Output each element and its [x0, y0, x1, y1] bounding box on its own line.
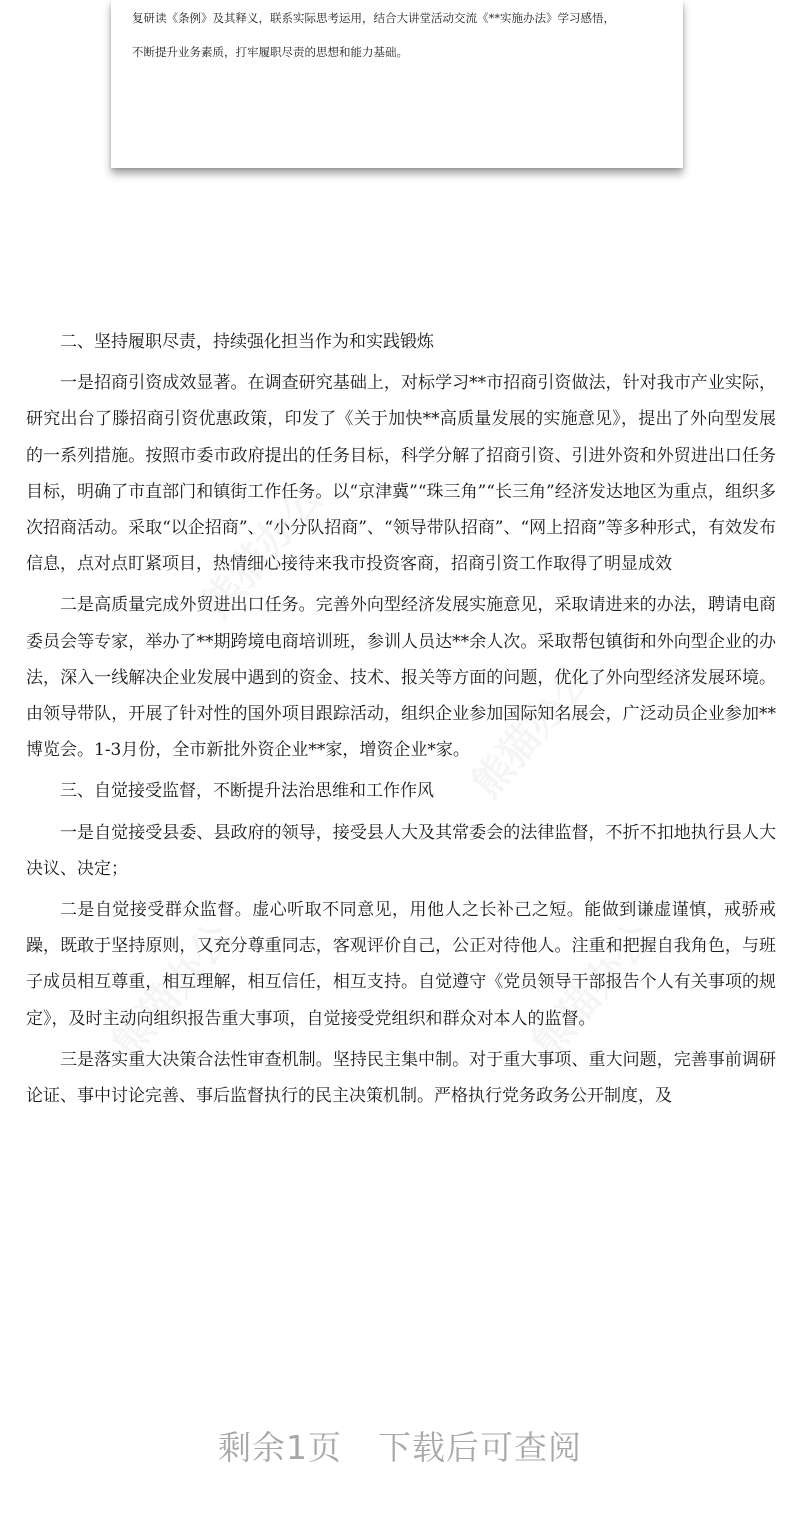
preview-line-2: 不断提升业务素质，打牢履职尽责的思想和能力基础。 [132, 45, 408, 59]
watermark-text: 熊猫办公 [193, 474, 332, 627]
previous-page-preview [111, 0, 683, 168]
section-heading-3: 三、自觉接受监督，不断提升法治思维和工作作风 [60, 781, 434, 802]
remaining-pages-label: 剩余1页 [218, 1428, 342, 1467]
paragraph-legality-review: 三是落实重大决策合法性审查机制。坚持民主集中制。对于重大事项、重大问题，完善事前调研论证、事中讨论完善、事后监督执行的民主决策机制。严格执行党务政务公开制度，及 [26, 1049, 776, 1107]
paragraph-investment: 一是招商引资成效显著。在调查研究基础上，对标学习**市招商引资做法，针对我市产业实际，研究出台了滕招商引资优惠政策，印发了《关于加快**高质量发展的实施意见》，提出了外向型发展的一系列措施。按照市委市政府提出的任务目标，科学分解了招商引资、引进外资和外贸进出口任务目标，明确了市直部门和镇街工作任务。以“京津冀”“珠三角”“长三角”经济发达地区为重点，组织多次招商活动。采取“以企招商”、“小分队招商”、“领导带队招商”、“网上招商”等多种形式，有效发布信息，点对点盯紧项目，热情细心接待来我市投资客商，招商引资工作取得了明显成效 [26, 373, 776, 575]
paragraph-foreign-trade: 二是高质量完成外贸进出口任务。完善外向型经济发展实施意见，采取请进来的办法，聘请电商委员会等专家，举办了**期跨境电商培训班，参训人员达**余人次。采取帮包镇街和外向型企业的办法，深入一线解决企业发展中遇到的资金、技术、报关等方面的问题，优化了外向型经济发展环境。由领导带队，开展了针对性的国外项目跟踪活动，组织企业参加国际知名展会，广泛动员企业参加**博览会。1-3月份，全市新批外资企业**家，增资企业*家。 [26, 595, 776, 761]
download-hint-label: 下载后可查阅 [378, 1428, 582, 1467]
section-heading-2: 二、坚持履职尽责，持续强化担当作为和实践锻炼 [60, 332, 434, 352]
preview-line-1: 复研读《条例》及其释义，联系实际思考运用，结合大讲堂活动交流《**实施办法》学习感悟， [132, 11, 615, 25]
watermark-text: 熊猫办公 [523, 914, 662, 1067]
paragraph-leadership: 一是自觉接受县委、县政府的领导，接受县人大及其常委会的法律监督，不折不扣地执行县人大决议、决定； [26, 822, 776, 879]
watermark-text: 熊猫办公 [463, 654, 602, 807]
download-banner[interactable] [0, 1422, 800, 1469]
watermark-text: 熊猫办公 [103, 914, 242, 1067]
paragraph-masses-supervision: 二是自觉接受群众监督。虚心听取不同意见，用他人之长补己之短。能做到谦虚谨慎，戒骄戒躁，既敢于坚持原则，又充分尊重同志，客观评价自己，公正对待他人。注重和把握自我角色，与班子成员相互尊重，相互理解，相互信任，相互支持。自觉遵守《党员领导干部报告个人有关事项的规定》，及时主动向组织报告重大事项，自觉接受党组织和群众对本人的监督。 [26, 900, 776, 1029]
document-body [26, 324, 776, 1119]
